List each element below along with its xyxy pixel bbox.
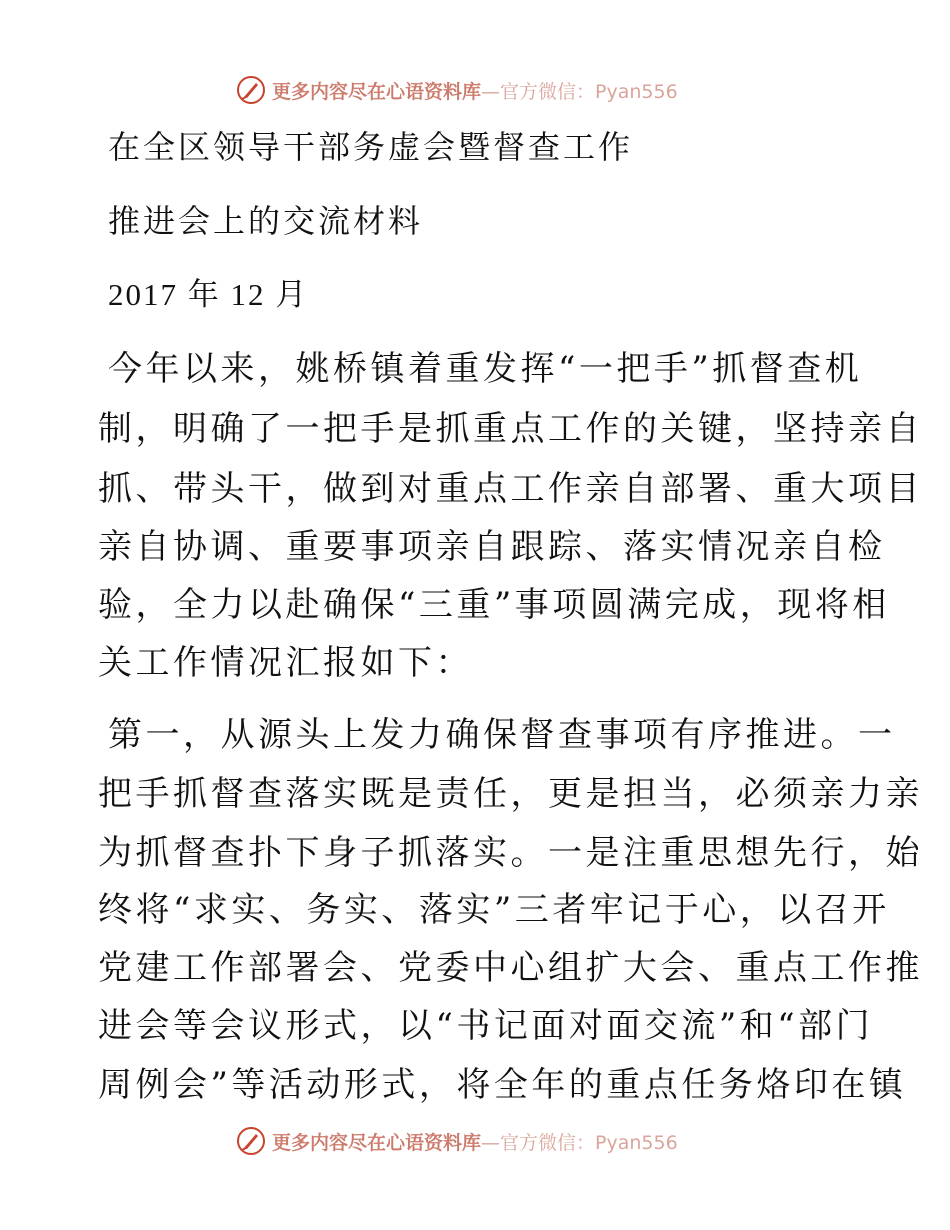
quill-logo-icon — [236, 75, 266, 105]
paragraph-line: 今年以来，姚桥镇着重发挥“一把手”抓督查机 — [108, 349, 863, 389]
paragraph-line: 关工作情况汇报如下： — [98, 643, 473, 683]
document-title-line-2: 推进会上的交流材料 — [108, 202, 424, 240]
paragraph-line: 周例会”等活动形式，将全年的重点任务烙印在镇 — [98, 1065, 907, 1105]
paragraph-line: 为抓督查扑下身子抓落实。一是注重思想先行，始 — [98, 833, 923, 873]
document-date: 2017 年 12 月 — [108, 277, 309, 312]
paragraph-line: 第一，从源头上发力确保督查事项有序推进。一 — [108, 715, 896, 755]
watermark-main-text: 更多内容尽在心语资料库 — [272, 80, 482, 103]
document-title-line-1: 在全区领导干部务虚会暨督查工作 — [108, 128, 634, 166]
watermark-main-text: 更多内容尽在心语资料库 — [272, 1131, 482, 1154]
paragraph-line: 终将“求实、务实、落实”三者牢记于心，以召开 — [98, 890, 890, 930]
header-watermark — [236, 73, 678, 107]
paragraph-line: 进会等会议形式，以“书记面对面交流”和“部门 — [98, 1006, 874, 1046]
paragraph-line: 亲自协调、重要事项亲自跟踪、落实情况亲自检 — [98, 527, 886, 567]
paragraph-line: 把手抓督查落实既是责任，更是担当，必须亲力亲 — [98, 774, 923, 814]
footer-watermark — [236, 1124, 678, 1158]
paragraph-line: 党建工作部署会、党委中心组扩大会、重点工作推 — [98, 948, 923, 988]
paragraph-line: 制，明确了一把手是抓重点工作的关键，坚持亲自 — [98, 409, 923, 449]
quill-logo-icon — [236, 1126, 266, 1156]
paragraph-line: 抓、带头干，做到对重点工作亲自部署、重大项目 — [98, 469, 923, 509]
watermark-side-text: —官方微信：Pyan556 — [481, 80, 678, 103]
paragraph-line: 验，全力以赴确保“三重”事项圆满完成，现将相 — [98, 585, 890, 625]
watermark-side-text: —官方微信：Pyan556 — [481, 1131, 678, 1154]
